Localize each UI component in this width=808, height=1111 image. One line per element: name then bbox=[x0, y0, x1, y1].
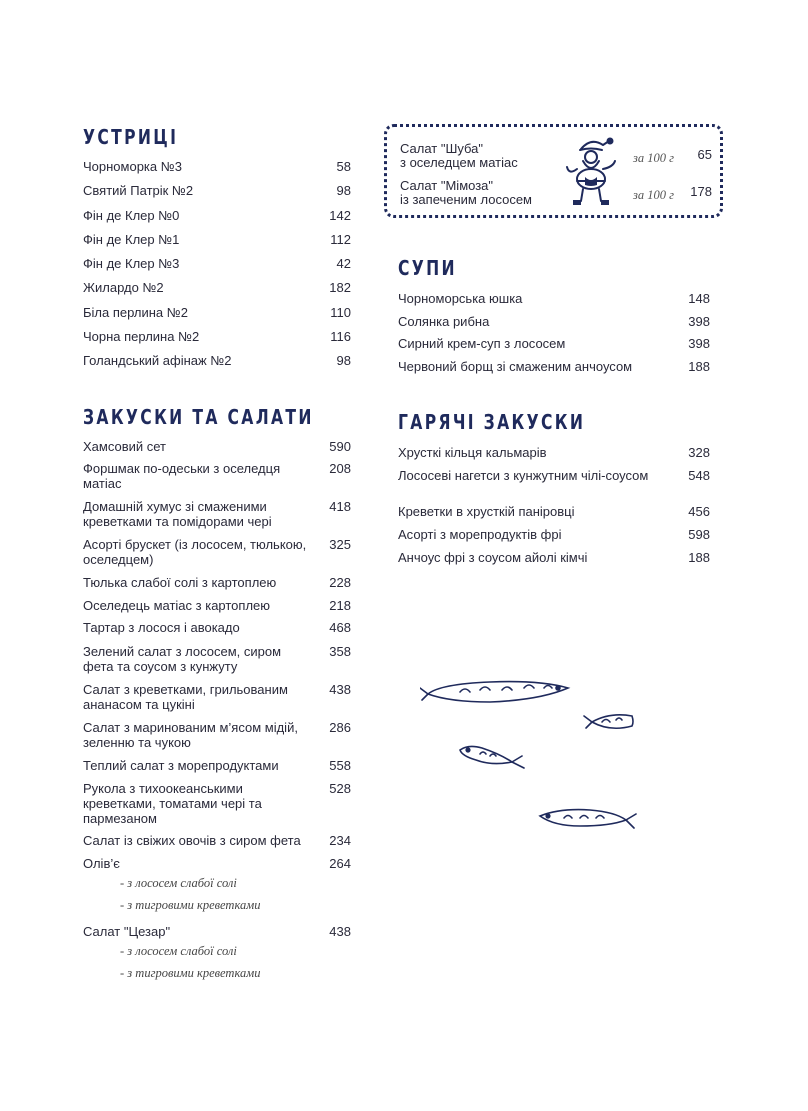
item-price: 358 bbox=[329, 644, 351, 660]
menu-item bbox=[83, 256, 351, 280]
item-price: 188 bbox=[688, 358, 710, 374]
menu-item bbox=[83, 682, 351, 720]
item-price: 228 bbox=[329, 575, 351, 591]
item-price: 438 bbox=[329, 682, 351, 698]
item-price: 116 bbox=[330, 329, 351, 345]
menu-item bbox=[398, 504, 710, 527]
item-name: Салат "Цезар" bbox=[83, 923, 171, 939]
menu-item bbox=[83, 280, 351, 304]
item-name: Фін де Клер №3 bbox=[83, 256, 180, 272]
menu-item bbox=[83, 329, 351, 353]
menu-item bbox=[83, 305, 351, 329]
item-price: 418 bbox=[329, 499, 351, 515]
menu-item bbox=[83, 183, 351, 207]
promo-line: Салат "Мімоза" bbox=[400, 178, 494, 193]
item-name: Чорноморська юшка bbox=[398, 291, 523, 306]
menu-item bbox=[398, 336, 710, 359]
item-price: 590 bbox=[329, 438, 351, 454]
item-price: 286 bbox=[329, 720, 351, 736]
menu-item bbox=[83, 758, 351, 781]
item-name: Оселедець матіас з картоплею bbox=[83, 597, 271, 613]
menu-item bbox=[83, 232, 351, 256]
item-price: 528 bbox=[329, 780, 351, 796]
item-price: 558 bbox=[329, 758, 351, 774]
menu-item bbox=[398, 550, 710, 573]
item-name: Олів’є bbox=[83, 855, 120, 871]
menu-item bbox=[83, 208, 351, 232]
item-price: 438 bbox=[329, 923, 351, 939]
item-price: 468 bbox=[329, 620, 351, 636]
item-name: Хрусткі кільця кальмарів bbox=[398, 445, 547, 460]
promo-line: Салат "Шуба" bbox=[400, 141, 484, 156]
fish-icon bbox=[460, 746, 524, 768]
item-name: Біла перлина №2 bbox=[83, 304, 188, 320]
menu-item bbox=[83, 575, 351, 598]
fish-icon bbox=[540, 810, 636, 828]
menu-item bbox=[398, 359, 710, 382]
item-price: 98 bbox=[336, 183, 351, 199]
menu-item bbox=[83, 598, 351, 621]
item-name: Креветки в хрусткій паніровці bbox=[398, 503, 575, 519]
item-name: Святий Патрік №2 bbox=[83, 183, 194, 199]
item-price: 148 bbox=[688, 291, 710, 306]
promo-unit: за 100 г bbox=[633, 151, 675, 165]
promo-unit: за 100 г bbox=[633, 188, 675, 202]
item-name: Салат з креветками, грильованим ананасом та цукіні bbox=[83, 682, 288, 713]
item-price: 264 bbox=[329, 855, 351, 871]
item-price: 328 bbox=[688, 445, 710, 460]
soups-title: СУПИ bbox=[398, 256, 457, 280]
item-price: 58 bbox=[336, 159, 351, 174]
item-name: Тартар з лосося і авокадо bbox=[83, 620, 240, 636]
hot-snacks-list bbox=[398, 445, 710, 573]
item-price: 398 bbox=[688, 336, 710, 351]
item-price: 234 bbox=[329, 833, 351, 849]
item-price: 598 bbox=[688, 526, 710, 542]
item-name: Чорна перлина №2 bbox=[83, 329, 200, 345]
item-name: Салат з маринованим м’ясом мідій, зеленню та чукою bbox=[83, 720, 298, 751]
menu-item bbox=[83, 856, 351, 876]
oysters-list bbox=[83, 159, 351, 378]
menu-item bbox=[398, 527, 710, 550]
item-name: Сирний крем-суп з лососем bbox=[398, 336, 566, 351]
item-variant: - з лососем слабої солі bbox=[120, 875, 237, 890]
item-name: Асорті брускет (із лососем, тюлькою, оселедцем) bbox=[83, 537, 307, 568]
fish-icon bbox=[584, 715, 633, 728]
item-name: Жилардо №2 bbox=[83, 280, 164, 296]
left-column bbox=[83, 124, 351, 988]
item-name: Хамсовий сет bbox=[83, 438, 167, 454]
soups-list bbox=[398, 291, 710, 381]
item-price: 42 bbox=[336, 256, 351, 272]
item-variant: - з тигровими креветками bbox=[120, 897, 261, 912]
item-price: 188 bbox=[688, 549, 710, 565]
menu-item bbox=[398, 445, 710, 468]
item-name: Теплий салат з морепродуктами bbox=[83, 758, 279, 774]
item-price: 218 bbox=[329, 597, 351, 613]
fish-icon bbox=[420, 682, 568, 702]
menu-item bbox=[83, 781, 351, 834]
menu-item bbox=[83, 644, 351, 682]
item-name: Рукола з тихоокеанськими креветками, томатами чері та пармезаном bbox=[83, 780, 262, 826]
promo-item-name bbox=[400, 179, 532, 207]
item-name: Червоний борщ зі смаженим анчоусом bbox=[398, 358, 633, 374]
item-price: 325 bbox=[329, 537, 351, 553]
promo-box bbox=[384, 124, 723, 218]
promo-price: 178 bbox=[690, 184, 712, 199]
item-price: 208 bbox=[329, 461, 351, 477]
item-name: Лососеві нагетси з кунжутним чілі-соусом bbox=[398, 467, 649, 483]
item-variant: - з лососем слабої солі bbox=[120, 943, 237, 958]
item-name: Солянка рибна bbox=[398, 313, 490, 329]
promo-item-name bbox=[400, 142, 518, 170]
item-name: Салат із свіжих овочів з сиром фета bbox=[83, 833, 301, 849]
promo-price: 65 bbox=[697, 147, 712, 162]
item-name: Тюлька слабої солі з картоплею bbox=[83, 575, 277, 591]
promo-line: із запеченим лососем bbox=[400, 192, 532, 207]
item-price: 456 bbox=[688, 503, 710, 519]
item-name: Голандський афінаж №2 bbox=[83, 353, 232, 369]
hot-snacks-title: ГАРЯЧІ ЗАКУСКИ bbox=[398, 410, 586, 434]
promo-line: з оселедцем матіас bbox=[400, 155, 518, 170]
item-price: 142 bbox=[329, 207, 351, 223]
oysters-title: УСТРИЦІ bbox=[83, 125, 179, 149]
item-name: Анчоус фрі з соусом айолі кімчі bbox=[398, 549, 588, 565]
fish-illustration bbox=[420, 670, 640, 840]
menu-item bbox=[83, 924, 351, 944]
menu-item bbox=[83, 439, 351, 462]
item-name: Домашній хумус зі смаженими креветками та помідорами чері bbox=[83, 499, 272, 530]
item-price: 110 bbox=[330, 304, 351, 320]
menu-item bbox=[83, 499, 351, 537]
menu-item bbox=[83, 720, 351, 758]
menu-item bbox=[83, 461, 351, 499]
menu-item bbox=[398, 291, 710, 314]
item-price: 98 bbox=[336, 353, 351, 369]
menu-item bbox=[83, 833, 351, 856]
item-price: 398 bbox=[688, 313, 710, 329]
item-price: 182 bbox=[329, 280, 351, 296]
item-name: Чорноморка №3 bbox=[83, 159, 182, 174]
snacks-list bbox=[83, 439, 351, 988]
menu-item bbox=[83, 537, 351, 575]
snacks-title: ЗАКУСКИ ТА САЛАТИ bbox=[83, 404, 314, 429]
item-name: Фін де Клер №1 bbox=[83, 231, 180, 247]
item-variant: - з тигровими креветками bbox=[120, 965, 261, 980]
menu-item bbox=[398, 314, 710, 337]
item-name: Зелений салат з лососем, сиром фета та соусом з кунжуту bbox=[83, 644, 282, 675]
item-name: Фін де Клер №0 bbox=[83, 207, 180, 223]
item-name: Форшмак по-одеськи з оселедця матіас bbox=[83, 461, 281, 492]
santa-icon bbox=[563, 137, 619, 207]
menu-item bbox=[83, 620, 351, 644]
item-price: 548 bbox=[688, 467, 710, 483]
menu-item bbox=[83, 353, 351, 377]
menu-item bbox=[398, 468, 710, 504]
item-name: Асорті з морепродуктів фрі bbox=[398, 526, 562, 542]
menu-item bbox=[83, 159, 351, 183]
item-price: 112 bbox=[330, 231, 351, 247]
